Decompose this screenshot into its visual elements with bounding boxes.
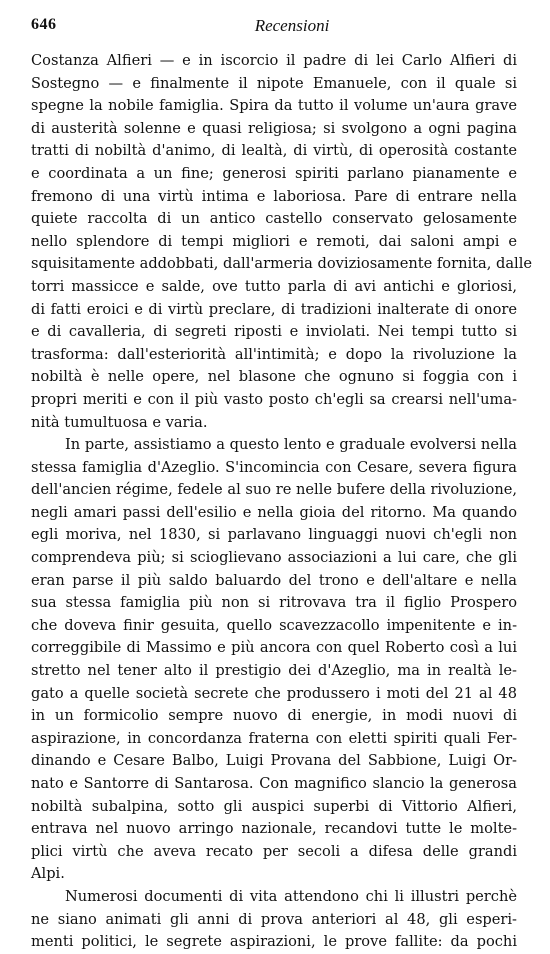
- text-line: nato e Santorre di Santarosa. Con magnifico slancio la generosa: [31, 775, 517, 792]
- text-line: e coordinata a un fine; generosi spiriti parlano pianamente e: [31, 164, 517, 182]
- text-line: stessa famiglia d'Azeglio. S'incomincia con Cesare, severa figura: [31, 458, 517, 476]
- text-line: entrava nel nuovo arringo nazionale, recandovi tutte le molte-: [31, 820, 517, 838]
- text-line: quiete raccolta di un antico castello conservato gelosamente: [31, 210, 517, 228]
- text-line: nello splendore di tempi migliori e remoti, dai saloni ampi e: [31, 232, 517, 250]
- text-line: correggibile di Massimo e più ancora con quel Roberto così a lui: [31, 639, 517, 657]
- text-line: ne siano animati gli anni di prova anteriori al 48, gli esperi-: [31, 910, 517, 928]
- text-line: di austerità solenne e quasi religiosa; si svolgono a ogni pagina: [31, 119, 517, 137]
- text-line: propri meriti e con il più vasto posto ch'egli sa crearsi nell'uma-: [31, 390, 517, 408]
- running-head: Recensioni: [254, 16, 330, 35]
- paragraph-3: [31, 886, 517, 954]
- text-line: stretto nel tener alto il prestigio dei d'Azeglio, ma in realtà le-: [31, 662, 517, 680]
- text-line: Costanza Alfieri — e in iscorcio il padre di lei Carlo Alfieri di: [31, 52, 517, 69]
- text-line: che doveva finir gesuita, quello scavezzacollo impenitente e in-: [31, 616, 517, 634]
- text-line: sua stessa famiglia più non si ritrovava tra il figlio Prospero: [31, 594, 517, 612]
- text-line: Alpi.: [31, 865, 65, 883]
- text-line: spegne la nobile famiglia. Spira da tutto il volume un'aura grave: [31, 97, 517, 115]
- text-line: squisitamente addobbati, dall'armeria doviziosamente fornita, dalle: [31, 255, 532, 273]
- text-line: comprendeva più; si scioglievano associazioni a lui care, che gli: [31, 549, 517, 567]
- body-text: [31, 50, 532, 954]
- text-line: Sostegno — e finalmente il nipote Emanuele, con il quale si: [31, 74, 517, 92]
- text-line: In parte, assistiamo a questo lento e graduale evolversi nella: [65, 436, 517, 454]
- text-line: nobiltà subalpina, sotto gli auspici superbi di Vittorio Alfieri,: [31, 797, 517, 815]
- paragraph-1: [31, 50, 532, 434]
- text-line: dinando e Cesare Balbo, Luigi Provana del Sabbione, Luigi Or-: [31, 752, 517, 770]
- text-line: dell'ancien régime, fedele al suo re nelle bufere della rivoluzione,: [31, 481, 517, 499]
- text-line: eran parse il più saldo baluardo del trono e dell'altare e nella: [31, 571, 517, 589]
- text-line: in un formicolio sempre nuovo di energie, in modi nuovi di: [31, 707, 517, 725]
- text-line: torri massicce e salde, ove tutto parla di avi antichi e gloriosi,: [31, 277, 517, 295]
- text-line: gato a quelle società secrete che produssero i moti del 21 al 48: [31, 684, 517, 702]
- text-line: trasforma: dall'esteriorità all'intimità; e dopo la rivoluzione la: [31, 345, 517, 363]
- text-line: negli amari passi dell'esilio e nella gioia del ritorno. Ma quando: [31, 503, 517, 521]
- text-line: nità tumultuosa e varia.: [31, 413, 208, 431]
- page-number: 646: [31, 16, 57, 33]
- text-line: e di cavalleria, di segreti riposti e inviolati. Nei tempi tutto si: [31, 323, 517, 341]
- text-line: egli moriva, nel 1830, si parlavano linguaggi nuovi ch'egli non: [31, 526, 517, 544]
- text-line: tratti di nobiltà d'animo, di lealtà, di virtù, di operosità costante: [31, 142, 517, 160]
- text-line: di fatti eroici e di virtù preclare, di tradizioni inalterate di onore: [31, 300, 517, 318]
- text-line: fremono di una virtù intima e laboriosa. Pare di entrare nella: [31, 187, 517, 205]
- text-line: nobiltà è nelle opere, nel blasone che ognuno si foggia con i: [31, 368, 517, 386]
- text-line: plici virtù che aveva recato per secoli a difesa delle grandi: [31, 842, 517, 860]
- text-line: aspirazione, in concordanza fraterna con eletti spiriti quali Fer-: [31, 729, 517, 747]
- page-header: [31, 10, 517, 42]
- text-line: Numerosi documenti di vita attendono chi li illustri perchè: [65, 887, 517, 905]
- text-line: menti politici, le segrete aspirazioni, le prove fallite: da pochi: [31, 933, 517, 951]
- paragraph-2: [31, 434, 517, 886]
